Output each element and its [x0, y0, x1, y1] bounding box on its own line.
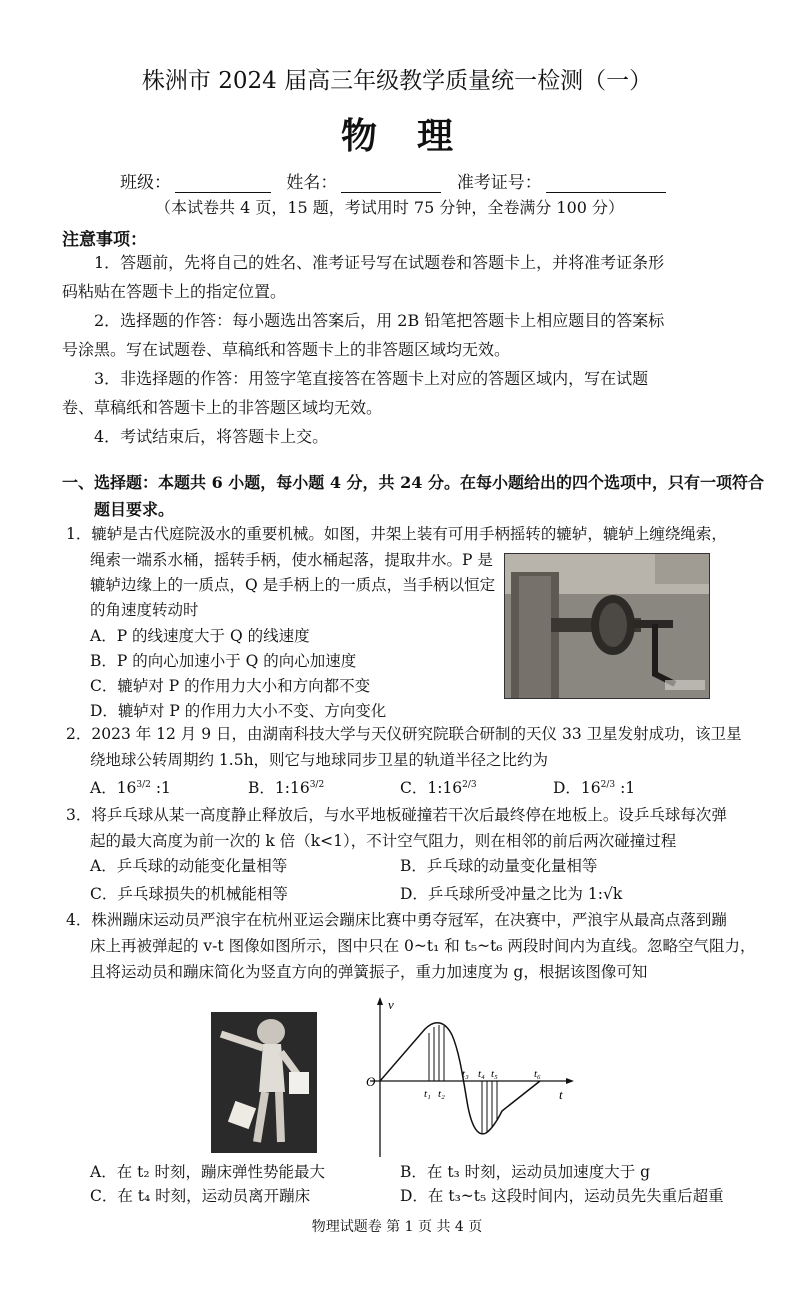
q3-option-d: D．乒乓球所受冲量之比为 1:√k — [400, 885, 623, 903]
q1-line-3: 辘轳边缘上的一质点，Q 是手柄上的一质点，当手柄以恒定 — [90, 576, 496, 594]
q4-option-a: A．在 t₂ 时刻，蹦床弹性势能最大 — [90, 1163, 325, 1181]
note-line-1: 1．答题前，先将自己的姓名、准考证号写在试题卷和答题卡上，并将准考证条形 — [94, 253, 665, 272]
q1-option-d: D．辘轳对 P 的作用力大小不变、方向变化 — [90, 702, 387, 720]
q1-line-1: 1．辘轳是古代庭院汲水的重要机械。如图，井架上装有可用手柄摇转的辘轳，辘轳上缠绕绳索， — [66, 525, 727, 543]
q4-line-3: 且将运动员和蹦床简化为竖直方向的弹簧振子，重力加速度为 g，根据该图像可知 — [90, 963, 648, 981]
q3-option-a: A．乒乓球的动能变化量相等 — [90, 857, 288, 875]
vt-graph — [360, 995, 580, 1160]
student-info-fields — [120, 168, 676, 193]
note-line-3: 2．选择题的作答：每小题选出答案后，用 2B 铅笔把答题卡上相应题目的答案标 — [94, 311, 665, 330]
q1-option-b: B．P 的向心加速小于 Q 的向心加速度 — [90, 652, 357, 670]
q2-line-2: 绕地球公转周期约 1.5h，则它与地球同步卫星的轨道半径之比约为 — [90, 751, 549, 769]
class-label: 班级： — [120, 173, 171, 193]
q3-option-b: B．乒乓球的动量变化量相等 — [400, 857, 598, 875]
t1-label: t₁ — [424, 1088, 431, 1100]
q3-line-2: 起的最大高度为前一次的 k 倍（k<1），不计空气阻力，则在相邻的前后两次碰撞过程 — [90, 832, 677, 850]
class-blank[interactable] — [175, 174, 271, 193]
t4-label: t₄ — [478, 1068, 485, 1080]
note-line-2: 码粘贴在答题卡上的指定位置。 — [62, 282, 287, 301]
exam-title: 株洲市 2024 届高三年级教学质量统一检测（一） — [141, 68, 653, 94]
q3-option-c: C．乒乓球损失的机械能相等 — [90, 885, 288, 903]
v-axis-label: v — [388, 997, 394, 1012]
q1-line-2: 绳索一端系水桶，摇转手柄，使水桶起落，提取井水。P 是 — [90, 551, 493, 569]
q4-line-1: 4．株洲蹦床运动员严浪宇在杭州亚运会蹦床比赛中勇夺冠军，在决赛中，严浪宇从最高点落到蹦 — [66, 911, 727, 929]
q2-line-1: 2．2023 年 12 月 9 日，由湖南科技大学与天仪研究院联合研制的天仪 33 卫星发射成功，该卫星 — [66, 725, 742, 743]
vt-curve — [380, 1023, 540, 1134]
t5-label: t₅ — [491, 1068, 498, 1080]
t2-label: t₂ — [438, 1088, 445, 1100]
note-line-7: 4．考试结束后，将答题卡上交。 — [94, 427, 329, 446]
note-line-6: 卷、草稿纸和答题卡上的非答题区域均无效。 — [62, 398, 383, 417]
q4-option-c: C．在 t₄ 时刻，运动员离开蹦床 — [90, 1187, 311, 1205]
origin-label: O — [366, 1074, 376, 1089]
page-footer: 物理试题卷 第 1 页 共 4 页 — [311, 1219, 483, 1235]
section-heading-line2: 题目要求。 — [94, 500, 175, 519]
q4-option-b: B．在 t₃ 时刻，运动员加速度大于 g — [400, 1163, 651, 1181]
note-line-4: 号涂黑。写在试题卷、草稿纸和答题卡上的非答题区域均无效。 — [62, 340, 511, 359]
exam-note: （本试卷共 4 页，15 题，考试用时 75 分钟，全卷满分 100 分） — [155, 198, 625, 217]
t6-label: t₆ — [534, 1068, 541, 1080]
q2-option-c: C．$1:16^{2/3}$ — [400, 779, 477, 797]
q3-line-1: 3．将乒乓球从某一高度静止释放后，与水平地板碰撞若干次后最终停在地板上。设乒乓球每次弹 — [66, 806, 727, 824]
trampoline-athlete-photo — [211, 1012, 317, 1153]
q1-line-4: 的角速度转动时 — [90, 601, 199, 619]
q2-option-d: D．$16^{2/3}$ :1 — [553, 779, 636, 797]
q2-option-b: B．$1:16^{3/2}$ — [248, 779, 325, 797]
q1-option-c: C．辘轳对 P 的作用力大小和方向都不变 — [90, 677, 371, 695]
section-heading-line1: 一、选择题：本题共 6 小题，每小题 4 分，共 24 分。在每小题给出的四个选项中，只有一项符合 — [62, 473, 764, 492]
note-line-5: 3．非选择题的作答：用签字笔直接答在答题卡上对应的答题区域内，写在试题 — [94, 369, 649, 388]
q4-line-2: 床上再被弹起的 v-t 图像如图所示，图中只在 0~t₁ 和 t₅~t₆ 两段时间内为直线。忽略空气阻力， — [90, 937, 756, 955]
id-label: 准考证号： — [456, 173, 542, 193]
name-label: 姓名： — [286, 173, 338, 193]
q2-option-a: A．$16^{3/2}$ :1 — [90, 779, 171, 797]
id-blank[interactable] — [546, 174, 666, 193]
t-axis-label: t — [559, 1087, 563, 1102]
name-blank[interactable] — [341, 174, 441, 193]
windlass-photo — [504, 553, 710, 699]
notes-heading: 注意事项： — [62, 230, 147, 250]
t3-label: t₃ — [462, 1068, 469, 1080]
subject-title: 物理 — [340, 115, 493, 157]
q4-option-d: D．在 t₃~t₅ 这段时间内，运动员先失重后超重 — [400, 1187, 724, 1205]
q1-option-a: A．P 的线速度大于 Q 的线速度 — [90, 627, 310, 645]
